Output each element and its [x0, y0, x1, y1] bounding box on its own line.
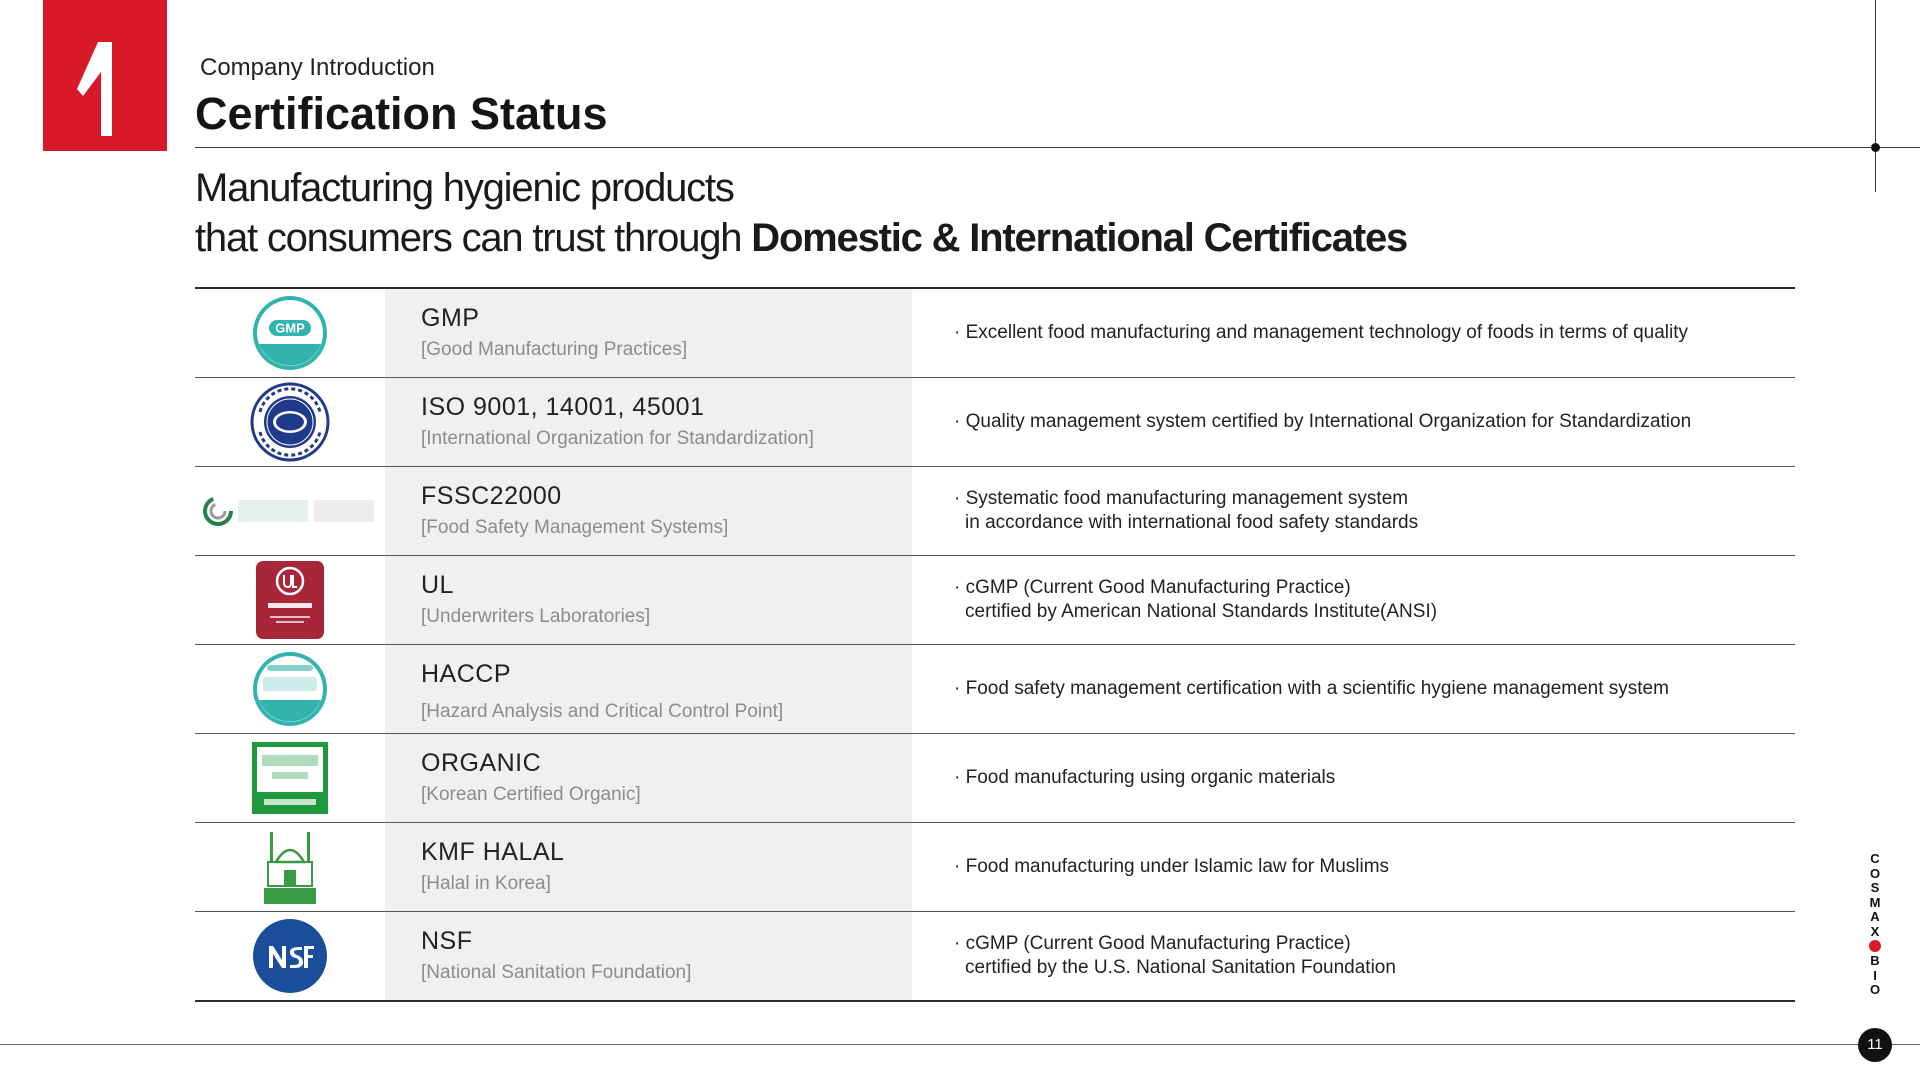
brand-letter: O [1869, 865, 1881, 881]
headline-line-2 [195, 213, 1407, 263]
cert-full-name: [National Sanitation Foundation] [421, 962, 692, 983]
cert-full-name: [Food Safety Management Systems] [421, 517, 729, 538]
cert-full-name: [Good Manufacturing Practices] [421, 339, 688, 360]
cert-row-gmp [195, 289, 1795, 378]
cert-description-line: · Excellent food manufacturing and management technology of foods in terms of quality [954, 322, 1689, 343]
cert-full-name: [Underwriters Laboratories] [421, 606, 651, 627]
cert-description-cell [912, 467, 1795, 555]
cert-description-cell [912, 734, 1795, 822]
cert-description-cell [912, 289, 1795, 377]
cert-row-organic [195, 734, 1795, 823]
cert-name: ISO 9001, 14001, 45001 [421, 393, 705, 421]
cert-full-name: [Korean Certified Organic] [421, 784, 641, 805]
cert-name: KMF HALAL [421, 838, 565, 866]
cert-description-cell [912, 912, 1795, 1000]
cert-name-cell [385, 556, 912, 644]
cert-description [912, 932, 1396, 980]
title-divider [195, 147, 1920, 148]
cert-description [912, 410, 1691, 434]
organic-logo-icon [252, 742, 328, 814]
cert-name-cell [385, 645, 912, 733]
fssc-logo-icon [202, 491, 378, 531]
cert-description-line: · Systematic food manufacturing management system [954, 488, 1409, 509]
logo-cell [195, 823, 385, 911]
cert-name: GMP [421, 304, 480, 332]
cert-row-halal [195, 823, 1795, 912]
cert-full-name: [Halal in Korea] [421, 873, 551, 894]
headline-bold: Domestic & International Certificates [751, 216, 1408, 260]
cert-description [912, 855, 1389, 879]
cert-description-cell [912, 556, 1795, 644]
cert-name-cell [385, 823, 912, 911]
cert-description [912, 677, 1669, 701]
footer-divider [0, 1044, 1920, 1045]
brand-letter: A [1870, 909, 1880, 924]
cert-name-cell [385, 467, 912, 555]
cert-description-line: · cGMP (Current Good Manufacturing Practice) [954, 933, 1351, 954]
cert-row-fssc [195, 467, 1795, 556]
section-number-block [43, 0, 167, 151]
logo-cell [195, 734, 385, 822]
section-label: Company Introduction [200, 54, 435, 81]
brand-letter: B [1870, 953, 1880, 968]
cert-row-iso [195, 378, 1795, 467]
cert-description-line: certified by American National Standards Institute(ANSI) [965, 601, 1438, 622]
cert-description-line: · cGMP (Current Good Manufacturing Practice) [954, 577, 1351, 598]
cert-description-cell [912, 823, 1795, 911]
logo-cell [195, 645, 385, 733]
cert-full-name: [International Organization for Standardization] [421, 428, 814, 449]
cert-row-ul [195, 556, 1795, 645]
cert-name: FSSC22000 [421, 482, 562, 510]
cert-full-name: [Hazard Analysis and Critical Control Point] [421, 701, 784, 722]
halal-logo-icon [262, 828, 318, 906]
cert-description [912, 766, 1335, 790]
logo-cell [195, 289, 385, 377]
cert-description [912, 321, 1688, 345]
cert-name: HACCP [421, 660, 512, 688]
brand-mark-icon [1869, 940, 1881, 952]
cert-description-line: · Food manufacturing using organic materials [954, 767, 1336, 788]
cert-name: UL [421, 571, 454, 599]
brand-letter: I [1873, 967, 1877, 983]
cert-description [912, 576, 1437, 624]
cert-description-line: · Food safety management certification with a scientific hygiene management system [954, 678, 1669, 699]
cert-description-line: certified by the U.S. National Sanitation Foundation [965, 957, 1396, 978]
cert-description-cell [912, 378, 1795, 466]
page-number: 11 [1858, 1028, 1892, 1062]
cert-name: ORGANIC [421, 749, 542, 777]
logo-cell [195, 378, 385, 466]
ul-logo-icon [256, 561, 324, 639]
page-title: Certification Status [195, 88, 608, 139]
cert-description-line: · Food manufacturing under Islamic law for Muslims [954, 856, 1390, 877]
headline [195, 163, 1407, 263]
certification-table [195, 287, 1795, 1002]
cert-description-line: in accordance with international food safety standards [965, 512, 1419, 533]
cert-description [912, 487, 1418, 535]
cert-name-cell [385, 378, 912, 466]
cert-row-nsf [195, 912, 1795, 1002]
cert-row-haccp [195, 645, 1795, 734]
headline-line-1: Manufacturing hygienic products [195, 166, 734, 210]
brand-letter: X [1870, 923, 1880, 939]
cert-name-cell [385, 912, 912, 1000]
section-number-graphic [43, 0, 167, 151]
nsf-logo-icon [252, 918, 328, 994]
haccp-logo-icon [251, 650, 329, 728]
logo-cell [195, 912, 385, 1000]
brand-letter: S [1870, 880, 1880, 895]
cert-description-cell [912, 645, 1795, 733]
brand-logo-vertical [1866, 852, 1884, 998]
gmp-logo-icon [251, 294, 329, 372]
headline-plain: that consumers can trust through [195, 216, 752, 260]
cert-name-cell [385, 734, 912, 822]
logo-cell [195, 556, 385, 644]
cert-description-line: · Quality management system certified by International Organization for Standardization [954, 411, 1692, 432]
corner-vertical-line [1875, 0, 1876, 192]
logo-cell [195, 467, 385, 555]
brand-letter: M [1869, 894, 1881, 910]
brand-letter: O [1869, 982, 1881, 997]
brand-letter: C [1870, 851, 1880, 866]
svg-text:GMP: GMP [275, 320, 305, 336]
cert-name: NSF [421, 927, 473, 955]
cert-name-cell [385, 289, 912, 377]
corner-dot [1871, 143, 1880, 152]
iso-logo-icon [250, 382, 330, 462]
